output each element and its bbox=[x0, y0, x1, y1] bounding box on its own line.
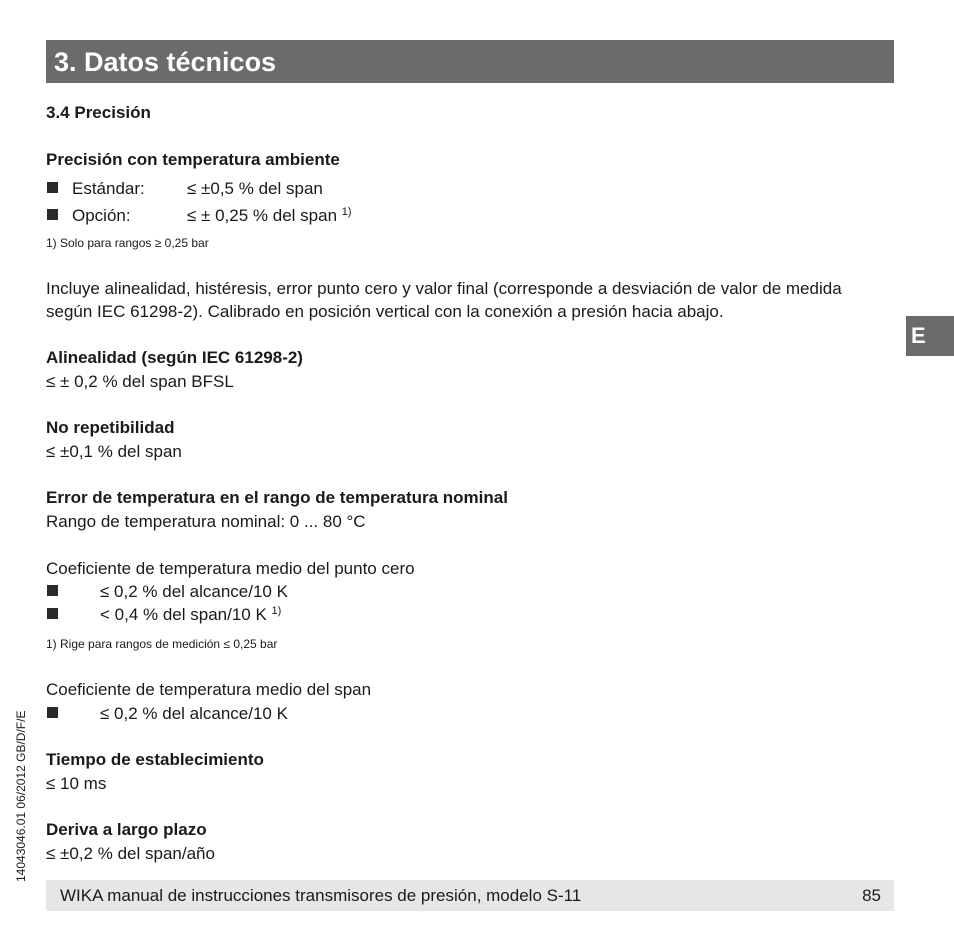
chapter-header bbox=[46, 40, 894, 83]
repeatability-heading: No repetibilidad bbox=[46, 418, 175, 437]
repeatability-value: ≤ ±0,1 % del span bbox=[46, 442, 182, 461]
ambient-item-label: Opción: bbox=[72, 206, 131, 225]
ambient-item-value bbox=[187, 206, 352, 226]
ambient-item-value: ≤ ±0,5 % del span bbox=[187, 179, 323, 198]
includes-paragraph: Incluye alinealidad, histéresis, error punto cero y valor final (corresponde a desviación de valor de medida según IEC 61298-2). Calibrado en posición vertical con la conexión a presión hacia abajo. bbox=[46, 279, 842, 321]
bullet-square bbox=[47, 209, 58, 220]
language-tab-label: E bbox=[911, 323, 926, 348]
zero-coeff-item-text: < 0,4 % del span/10 K bbox=[100, 605, 267, 624]
zero-coeff-footnote: 1) Rige para rangos de medición ≤ 0,25 bar bbox=[46, 637, 278, 651]
temp-error-heading: Error de temperatura en el rango de temperatura nominal bbox=[46, 488, 508, 507]
page-footer bbox=[46, 880, 894, 911]
section-title: 3.4 Precisión bbox=[46, 103, 151, 122]
temp-range-value: Rango de temperatura nominal: 0 ... 80 °C bbox=[46, 512, 366, 531]
document-code: 14043046.01 06/2012 GB/D/F/E bbox=[14, 710, 28, 882]
zero-coeff-title: Coeficiente de temperatura medio del punto cero bbox=[46, 559, 415, 578]
zero-coeff-item bbox=[100, 605, 281, 625]
span-coeff-title: Coeficiente de temperatura medio del span bbox=[46, 680, 372, 699]
settling-heading: Tiempo de establecimiento bbox=[46, 750, 264, 769]
settling-value: ≤ 10 ms bbox=[46, 774, 107, 793]
drift-heading: Deriva a largo plazo bbox=[46, 820, 207, 839]
linearity-value: ≤ ± 0,2 % del span BFSL bbox=[46, 372, 234, 391]
bullet-square bbox=[47, 608, 58, 619]
bullet-square bbox=[47, 585, 58, 596]
linearity-heading: Alinealidad (según IEC 61298-2) bbox=[46, 348, 303, 367]
ambient-item-label: Estándar: bbox=[72, 179, 145, 198]
ambient-item-value-text: ≤ ± 0,25 % del span bbox=[187, 206, 338, 225]
language-tab bbox=[906, 316, 954, 356]
ambient-footnote: 1) Solo para rangos ≥ 0,25 bar bbox=[46, 236, 209, 250]
drift-value: ≤ ±0,2 % del span/año bbox=[46, 844, 215, 863]
bullet-square bbox=[47, 182, 58, 193]
ambient-heading: Precisión con temperatura ambiente bbox=[46, 150, 340, 169]
zero-coeff-item: ≤ 0,2 % del alcance/10 K bbox=[100, 582, 288, 601]
footnote-marker: 1) bbox=[341, 206, 352, 218]
bullet-square bbox=[47, 707, 58, 718]
chapter-title: 3. Datos técnicos bbox=[54, 47, 277, 77]
span-coeff-item: ≤ 0,2 % del alcance/10 K bbox=[100, 704, 288, 723]
footer-text: WIKA manual de instrucciones transmisores de presión, modelo S-11 bbox=[60, 886, 582, 905]
page-number: 85 bbox=[862, 886, 881, 905]
footnote-marker: 1) bbox=[271, 605, 282, 617]
